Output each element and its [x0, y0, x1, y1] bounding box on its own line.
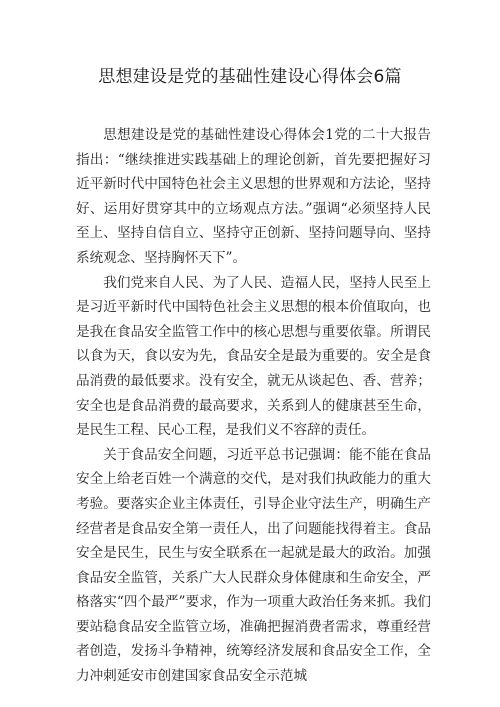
document-body — [76, 123, 431, 689]
paragraph-2: 我们党来自人民、为了人民、造福人民，坚持人民至上是习近平新时代中国特色社会主义思想的根本价值取向，也是我在食品安全监管工作中的核心思想与重要依靠。所谓民以食为天，食以安为先，食品安全是最为重要的。安全是食品消费的最低要求。没有安全，就无从谈起色、香、营养；安全也是食品消费的最高要求，关系到人的健康甚至生命，是民生工程、民心工程，是我们义不容辞的责任。 — [76, 274, 431, 439]
document-title: 思想建设是党的基础性建设心得体会6篇 — [98, 67, 402, 87]
paragraph-3: 关于食品安全问题，习近平总书记强调：能不能在食品安全上给老百姓一个满意的交代，是对我们执政能力的重大考验。要落实企业主体责任，引导企业守法生产，明确生产经营者是食品安全第一责任人，出了问题能找得着主。食品安全是民生，民生与安全联系在一起就是最大的政治。加强食品安全监管，关系广大人民群众身体健康和生命安全，严格落实“四个最严”要求，作为一项重大政治任务来抓。我们要站稳食品安全监管立场，准确把握消费者需求，尊重经营者创造，发扬斗争精神，统筹经济发展和食品安全工作，全力冲刺延安市创建国家食品安全示范城 — [76, 446, 431, 685]
paragraph-1: 思想建设是党的基础性建设心得体会1党的二十大报告指出：“继续推进实践基础上的理论创新，首先要把握好习近平新时代中国特色社会主义思想的世界观和方法论，坚持好、运用好贯穿其中的立场观点方法。”强调“必须坚持人民至上、坚持自信自立、坚持守正创新、坚持问题导向、坚持系统观念、坚持胸怀天下”。 — [76, 127, 431, 266]
